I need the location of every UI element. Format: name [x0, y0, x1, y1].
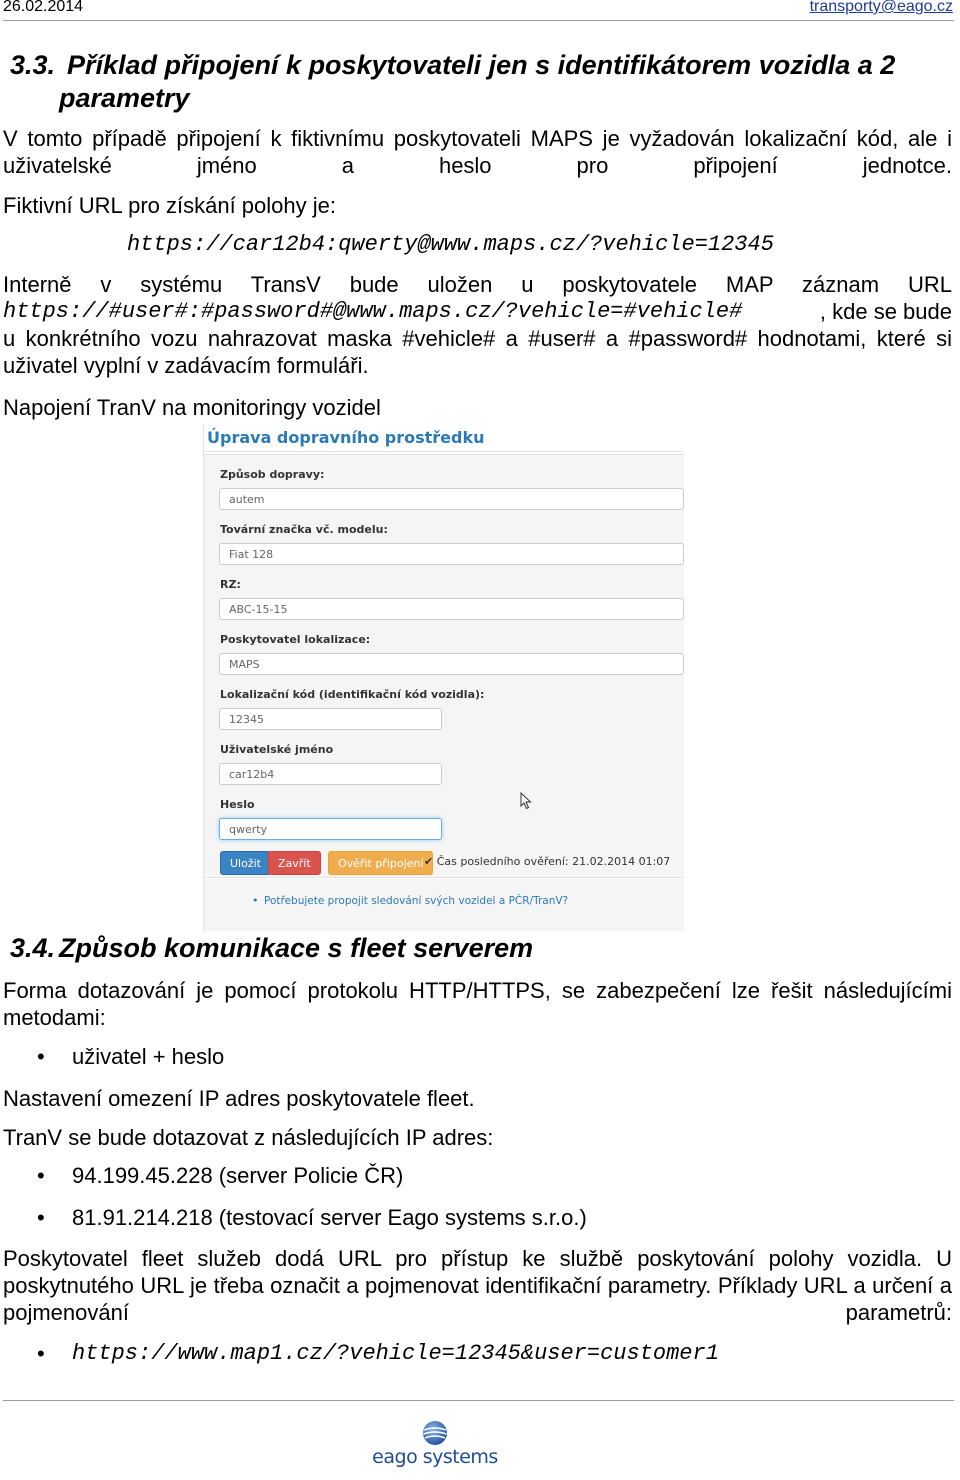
section-34-number: 3.4.	[10, 933, 56, 963]
paragraph-query-form: Forma dotazování je pomocí protokolu HTTP/HTTPS, se zabezpečení lze řešit následujícími metodami:	[3, 978, 952, 1030]
ip-2-text: 81.91.214.218 (testovací server Eago systems s.r.o.)	[72, 1205, 587, 1230]
last-check-text: Čas posledního ověření: 21.02.2014 01:07	[436, 855, 671, 868]
paragraph-monitoring: Napojení TranV na monitoringy vozidel	[3, 395, 381, 420]
paragraph-internal-url	[3, 271, 952, 379]
logo-text: eago systems	[372, 1446, 498, 1468]
internal-url-line2-rest: , kde se bude	[819, 299, 952, 324]
bullet-icon: •	[37, 1163, 45, 1188]
localization-code-input[interactable]: 12345	[219, 708, 442, 730]
info-note	[204, 879, 684, 931]
vehicle-edit-title: Úprava dopravního prostředku	[207, 428, 485, 447]
section-34-heading	[10, 932, 950, 966]
vehicle-model-input[interactable]: Fiat 128	[219, 543, 684, 565]
field-label-username: Uživatelské jméno	[220, 743, 334, 756]
internal-url-line2	[3, 298, 952, 325]
ip-1-text: 94.199.45.228 (server Policie ČR)	[72, 1163, 404, 1188]
bullet-icon: •	[37, 1205, 45, 1230]
transport-mode-input[interactable]: autem	[219, 488, 684, 510]
vehicle-edit-screenshot	[203, 424, 684, 932]
bullet-icon: •	[37, 1341, 45, 1366]
checkmark-icon: ✔	[424, 855, 434, 868]
section-33-number: 3.3.	[10, 50, 56, 80]
paragraph-fictive-url: Fiktivní URL pro získání polohy je:	[3, 193, 336, 218]
url-example-2: https://www.map1.cz/?vehicle=12345&user=customer1	[72, 1341, 719, 1366]
note-bullet-icon: •	[252, 894, 259, 907]
paragraph-ip-list-intro: TranV se bude dotazovat z následujících IP adres:	[3, 1125, 494, 1150]
field-label-transport: Způsob dopravy:	[220, 468, 325, 481]
close-button[interactable]: Zavřít	[268, 851, 321, 875]
url-example: https://car12b4:qwerty@www.maps.cz/?vehicle=12345	[127, 232, 774, 257]
last-check-status	[424, 855, 670, 868]
bullet-icon: •	[37, 1044, 45, 1069]
section-33-heading	[10, 49, 950, 119]
header-date: 26.02.2014	[3, 0, 84, 15]
save-button[interactable]: Uložit	[220, 851, 271, 875]
title-divider	[204, 451, 684, 452]
vehicle-edit-form	[204, 454, 684, 878]
verify-connection-button[interactable]: Ověřit připojení	[328, 851, 433, 875]
internal-url-template: https://#user#:#password#@www.maps.cz/?vehicle=#vehicle#	[3, 299, 743, 324]
bullet-text: uživatel + heslo	[72, 1044, 225, 1069]
section-34-title: Způsob komunikace s fleet serverem	[59, 933, 534, 963]
paragraph-maps-intro: V tomto případě připojení k fiktivnímu poskytovateli MAPS je vyžadován lokalizační kód, ale i uživatelské jméno a heslo pro připojení jednotce.	[3, 126, 952, 178]
field-label-model: Tovární značka vč. modelu:	[220, 523, 388, 536]
header-email-link[interactable]: transporty@eago.cz	[809, 0, 953, 15]
section-33-title-line1: Příklad připojení k poskytovateli jen s identifikátorem vozidla a 2	[67, 50, 896, 80]
internal-url-line1: Interně v systému TransV bude uložen u poskytovatele MAP záznam URL	[3, 272, 952, 297]
internal-url-line3: u konkrétního vozu nahrazovat maska #vehicle# a #user# a #password# hodnotami, které si uživatel vyplní v zadávacím formuláři.	[3, 326, 952, 378]
username-input[interactable]: car12b4	[219, 763, 442, 785]
mouse-cursor-icon	[520, 792, 532, 810]
field-label-provider: Poskytovatel lokalizace:	[220, 633, 371, 646]
note-link[interactable]: Potřebujete propojit sledování svých vozidel a PČR/TranV?	[264, 895, 569, 907]
globe-icon	[422, 1420, 448, 1446]
provider-select[interactable]: MAPS	[219, 653, 684, 675]
field-label-password: Heslo	[220, 798, 255, 811]
header-divider	[3, 20, 954, 21]
password-input[interactable]: qwerty	[219, 818, 442, 840]
registration-input[interactable]: ABC-15-15	[219, 598, 684, 620]
paragraph-fleet-url: Poskytovatel fleet služeb dodá URL pro přístup ke službě poskytování polohy vozidla. U poskytnutého URL je třeba označit a pojmenovat identifikační parametry. Příklady URL a určení a pojmenování parametrů:	[3, 1246, 952, 1325]
field-label-localization-code: Lokalizační kód (identifikační kód vozidla):	[220, 688, 485, 701]
eago-logo	[370, 1420, 500, 1472]
section-33-title-line2: parametry	[59, 83, 190, 113]
paragraph-ip-restriction: Nastavení omezení IP adres poskytovatele fleet.	[3, 1086, 475, 1111]
field-label-rz: RZ:	[220, 578, 241, 591]
footer-divider	[3, 1400, 954, 1401]
